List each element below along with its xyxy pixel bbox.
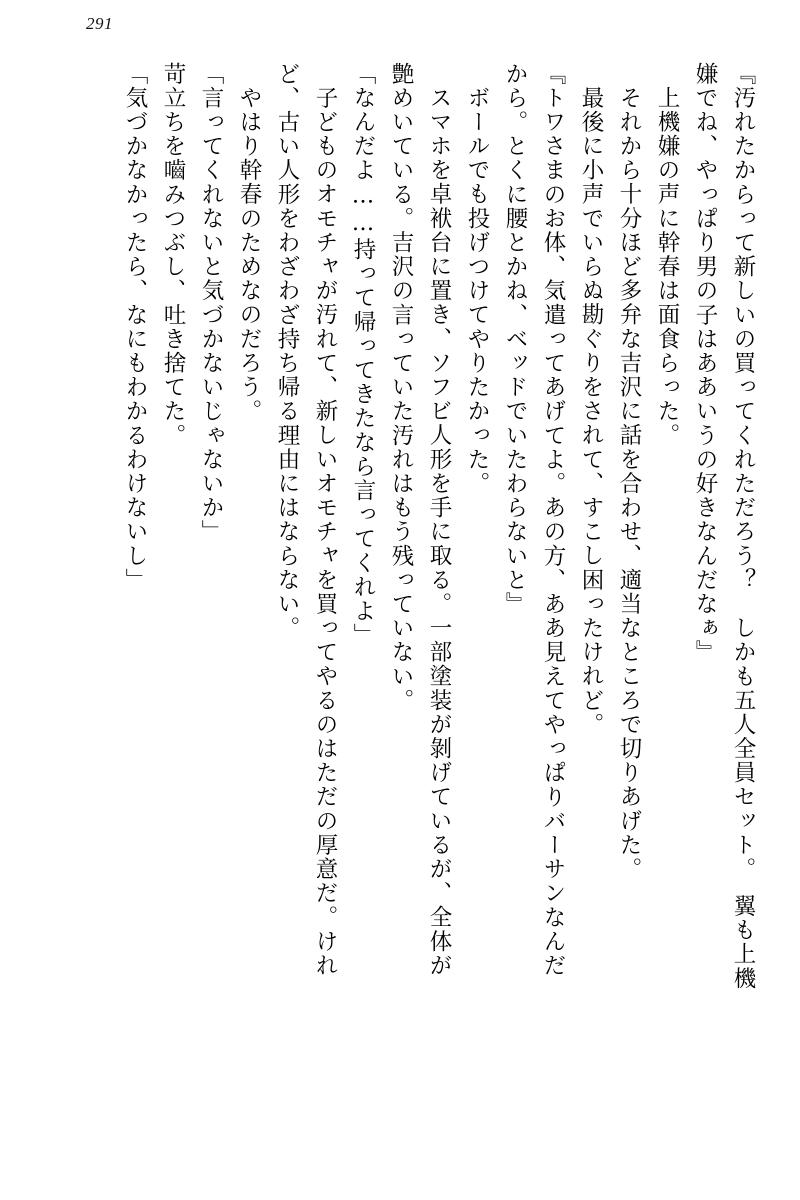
text-line: 「気づかなかったら、なにもわかるわけないし」 xyxy=(122,62,148,593)
text-line: 最後に小声でいらぬ勘ぐりをされて、すこし困ったけれど。 xyxy=(578,86,604,737)
text-line: 艶めいている。吉沢の言っていた汚れはもう残っていない。 xyxy=(388,62,414,713)
page-number: 291 xyxy=(86,14,113,33)
text-line: 『汚れたからって新しいの買ってくれただろう？ しかも五人全員セット。 翼も上機 xyxy=(730,62,756,991)
vertical-text-body xyxy=(48,62,754,1172)
text-line: ど、古い人形をわざわざ持ち帰る理由にはならない。 xyxy=(274,62,300,641)
text-line: 上機嫌の声に幹春は面食らった。 xyxy=(654,86,680,448)
text-line: 「なんだよ……持って帰ってきたなら言ってくれよ」 xyxy=(350,62,376,648)
text-line: 嫌でね、やっぱり男の子はああいうの好きなんだなぁ』 xyxy=(692,62,718,665)
text-line: 『トワさまのお体、気遣ってあげてよ。あの方、ああ見えてやっぱりバーサンなんだ xyxy=(540,62,566,978)
text-line: から。とくに腰とかね、ベッドでいたわらないと』 xyxy=(502,62,528,617)
text-line: 「言ってくれないと気づかないじゃないか」 xyxy=(198,62,224,544)
text-line: スマホを卓袱台に置き、ソフビ人形を手に取る。一部塗装が剝げているが、全体が xyxy=(426,86,452,978)
text-line: 子どものオモチャが汚れて、新しいオモチャを買ってやるのはただの厚意だ。けれ xyxy=(312,86,338,978)
text-line: 苛立ちを嚙みつぶし、吐き捨てた。 xyxy=(160,62,186,448)
text-line: やはり幹春のためなのだろう。 xyxy=(236,86,262,424)
text-line: ボールでも投げつけてやりたかった。 xyxy=(464,86,490,496)
text-line: それから十分ほど多弁な吉沢に話を合わせ、適当なところで切りあげた。 xyxy=(616,86,642,882)
